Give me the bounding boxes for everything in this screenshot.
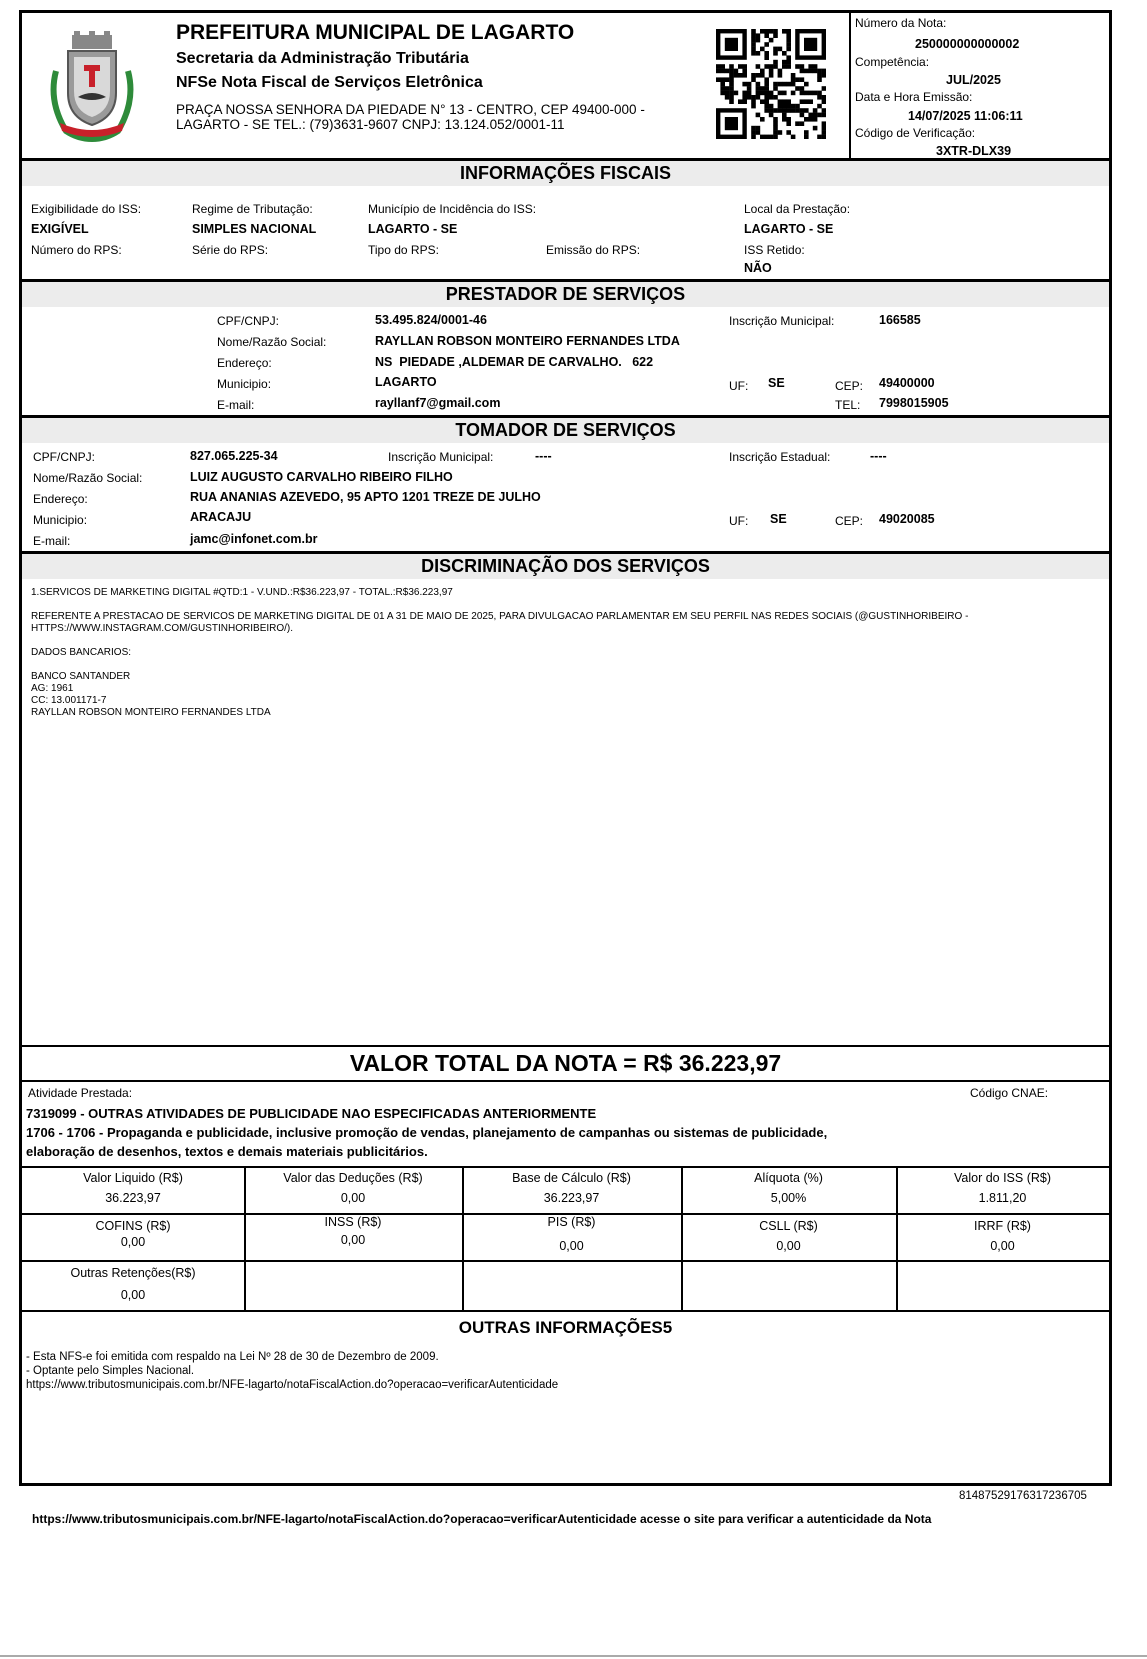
prefeitura-title: PREFEITURA MUNICIPAL DE LAGARTO [176, 21, 575, 44]
valores-cell-label: Base de Cálculo (R$) [512, 1171, 631, 1185]
prefeitura-address-line2: LAGARTO - SE TEL.: (79)3631-9607 CNPJ: 13.124.052/0001-11 [176, 117, 565, 132]
prestador-municipio-label: Municipio: [217, 377, 272, 391]
atividade-servico-line1: 1706 - 1706 - Propaganda e publicidade, inclusive promoção de vendas, planejamento de campanhas ou sistemas de publicidade, [26, 1125, 828, 1140]
divider [22, 1310, 1109, 1312]
valores-cell-value: 36.223,97 [543, 1191, 600, 1205]
rps-emissao-label: Emissão do RPS: [546, 243, 641, 257]
municipio-incidencia-value: LAGARTO - SE [368, 222, 458, 236]
valores-cell-label: PIS (R$) [547, 1215, 596, 1229]
valores-cell-value: 0,00 [120, 1288, 146, 1302]
outras-verificacao-url[interactable]: https://www.tributosmunicipais.com.br/NFE-lagarto/notaFiscalAction.do?operacao=verificarAutenticidade [26, 1379, 559, 1391]
regime-label: Regime de Tributação: [192, 202, 313, 216]
tomador-im-value: ---- [535, 449, 552, 463]
prestador-municipio-value: LAGARTO [375, 375, 437, 389]
local-prestacao-label: Local da Prestação: [744, 202, 851, 216]
footer-code: 81487529176317236705 [959, 1490, 1087, 1502]
valores-cell-label: INSS (R$) [324, 1215, 382, 1229]
valores-cell-value: 1.811,20 [978, 1191, 1027, 1205]
nfse-subtitle: NFSe Nota Fiscal de Serviços Eletrônica [176, 74, 483, 91]
tomador-uf-label: UF: [729, 514, 749, 528]
divider [22, 1080, 1109, 1082]
dados-bancarios-heading: DADOS BANCARIOS: [31, 647, 132, 658]
verificacao-value: 3XTR-DLX39 [936, 144, 1012, 158]
valores-cell-value: 0,00 [120, 1235, 146, 1249]
exigibilidade-label: Exigibilidade do ISS: [31, 202, 142, 216]
prestador-nome-value: RAYLLAN ROBSON MONTEIRO FERNANDES LTDA [375, 334, 680, 348]
tomador-municipio-value: ARACAJU [190, 510, 252, 524]
tomador-endereco-value: RUA ANANIAS AZEVEDO, 95 APTO 1201 TREZE DE JULHO [190, 490, 541, 504]
valores-cell-value: 0,00 [340, 1233, 366, 1247]
emissao-label: Data e Hora Emissão: [855, 90, 973, 104]
valores-cell-value: 0,00 [340, 1191, 366, 1205]
fiscal-heading: INFORMAÇÕES FISCAIS [22, 161, 1109, 186]
bottom-rule [0, 1655, 1147, 1657]
tomador-email-label: E-mail: [33, 534, 71, 548]
valores-cell-value: 0,00 [776, 1239, 801, 1253]
cnae-label: Código CNAE: [970, 1086, 1049, 1100]
tomador-cpf-value: 827.065.225-34 [190, 449, 278, 463]
banco-line: BANCO SANTANDER [31, 671, 131, 682]
prestador-cpf-label: CPF/CNPJ: [217, 314, 280, 328]
valores-cell-label: Valor das Deduções (R$) [283, 1171, 423, 1185]
prestador-nome-label: Nome/Razão Social: [217, 335, 327, 349]
valores-cell-label: Outras Retenções(R$) [70, 1266, 196, 1280]
prestador-heading: PRESTADOR DE SERVIÇOS [22, 282, 1109, 307]
secretaria-subtitle: Secretaria da Administração Tributária [176, 50, 469, 67]
valores-cell-label: Valor do ISS (R$) [953, 1171, 1052, 1185]
valores-cell-label: IRRF (R$) [974, 1219, 1031, 1233]
numero-nota-label: Número da Nota: [855, 16, 947, 30]
conta-line: CC: 13.001171-7 [31, 695, 107, 706]
tomador-uf-value: SE [770, 512, 787, 526]
valores-cell-value: 0,00 [559, 1239, 584, 1253]
exigibilidade-value: EXIGÍVEL [31, 222, 89, 236]
servico-description-line1: REFERENTE A PRESTACAO DE SERVICOS DE MARKETING DIGITAL DE 01 A 31 DE MAIO DE 2025, PARA DIVULGACAO PARLAMENTAR EM SEU PERFIL NAS REDES SOCIAIS (@GUSTINHORIBEIRO - [31, 611, 969, 622]
emissao-value: 14/07/2025 11:06:11 [908, 109, 1023, 123]
tomador-endereco-label: Endereço: [33, 492, 88, 506]
local-prestacao-value: LAGARTO - SE [744, 222, 834, 236]
valores-cell-value: 5,00% [770, 1191, 807, 1205]
prestador-im-label: Inscrição Municipal: [729, 314, 835, 328]
rps-numero-label: Número do RPS: [31, 243, 122, 257]
valores-cell-value: 36.223,97 [105, 1191, 161, 1205]
atividade-label: Atividade Prestada: [28, 1086, 133, 1100]
atividade-cnae-line: 7319099 - OUTRAS ATIVIDADES DE PUBLICIDADE NAO ESPECIFICADAS ANTERIORMENTE [26, 1106, 597, 1121]
tomador-cep-value: 49020085 [879, 512, 935, 526]
divider [22, 1045, 1109, 1047]
verification-qr-code [716, 29, 826, 139]
valores-column-divider [462, 1166, 464, 1310]
prestador-endereco-label: Endereço: [217, 356, 272, 370]
regime-value: SIMPLES NACIONAL [192, 222, 317, 236]
tomador-ie-label: Inscrição Estadual: [729, 450, 831, 464]
prestador-im-value: 166585 [879, 313, 921, 327]
prestador-uf-label: UF: [729, 379, 749, 393]
valores-column-divider [681, 1166, 683, 1310]
tomador-email-value: jamc@infonet.com.br [190, 532, 318, 546]
tomador-ie-value: ---- [870, 449, 887, 463]
valor-total-nota: VALOR TOTAL DA NOTA = R$ 36.223,97 [349, 1050, 782, 1076]
prestador-tel-label: TEL: [835, 398, 861, 412]
prestador-cep-label: CEP: [835, 379, 864, 393]
outras-informacoes-heading: OUTRAS INFORMAÇÕES5 [458, 1318, 673, 1337]
municipal-crest-logo [42, 31, 142, 143]
outras-lei-line: - Esta NFS-e foi emitida com respaldo na Lei Nº 28 de 30 de Dezembro de 2009. [26, 1351, 439, 1363]
tomador-cpf-label: CPF/CNPJ: [33, 450, 96, 464]
verificacao-label: Código de Verificação: [855, 126, 976, 140]
prestador-endereco-value: NS PIEDADE ,ALDEMAR DE CARVALHO. 622 [375, 355, 654, 369]
competencia-value: JUL/2025 [946, 73, 1001, 87]
valores-cell-label: CSLL (R$) [759, 1219, 818, 1233]
tomador-im-label: Inscrição Municipal: [388, 450, 494, 464]
prefeitura-address-line1: PRAÇA NOSSA SENHORA DA PIEDADE N° 13 - CENTRO, CEP 49400-000 - [176, 102, 645, 117]
prestador-email-value: rayllanf7@gmail.com [375, 396, 501, 410]
prestador-cep-value: 49400000 [879, 376, 935, 390]
agencia-line: AG: 1961 [31, 683, 74, 694]
prestador-cpf-value: 53.495.824/0001-46 [375, 313, 487, 327]
servico-item-line: 1.SERVICOS DE MARKETING DIGITAL #QTD:1 - V.UND.:R$36.223,97 - TOTAL.:R$36.223,97 [31, 587, 453, 598]
prestador-uf-value: SE [768, 376, 785, 390]
iss-retido-label: ISS Retido: [744, 243, 805, 257]
valores-row-divider [22, 1260, 1109, 1262]
valores-cell-label: Valor Liquido (R$) [83, 1171, 183, 1185]
tomador-heading: TOMADOR DE SERVIÇOS [22, 418, 1109, 443]
valores-cell-value: 0,00 [990, 1239, 1015, 1253]
divider [22, 1166, 1109, 1168]
servicos-heading: DISCRIMINAÇÃO DOS SERVIÇOS [22, 554, 1109, 579]
footer-verification-link[interactable]: https://www.tributosmunicipais.com.br/NFE-lagarto/notaFiscalAction.do?operacao=verificarAutenticidade acesse o site para verificar a autenticidade da Nota [32, 1512, 932, 1526]
rps-serie-label: Série do RPS: [192, 243, 269, 257]
tomador-nome-value: LUIZ AUGUSTO CARVALHO RIBEIRO FILHO [190, 470, 453, 484]
nfse-document [19, 10, 1112, 1486]
prestador-email-label: E-mail: [217, 398, 255, 412]
valores-column-divider [896, 1166, 898, 1310]
servico-description-line2: HTTPS://WWW.INSTAGRAM.COM/GUSTINHORIBEIRO/). [31, 623, 294, 634]
header-divider [849, 13, 851, 158]
prestador-tel-value: 7998015905 [879, 396, 949, 410]
outras-simples-line: - Optante pelo Simples Nacional. [26, 1365, 195, 1377]
competencia-label: Competência: [855, 55, 930, 69]
atividade-servico-line2: elaboração de desenhos, textos e demais materiais publicitários. [26, 1144, 428, 1159]
tomador-cep-label: CEP: [835, 514, 864, 528]
valores-cell-label: COFINS (R$) [95, 1219, 171, 1233]
numero-nota-value: 250000000000002 [915, 37, 1020, 51]
rps-tipo-label: Tipo do RPS: [368, 243, 439, 257]
tomador-municipio-label: Municipio: [33, 513, 88, 527]
iss-retido-value: NÃO [744, 261, 772, 275]
municipio-incidencia-label: Município de Incidência do ISS: [368, 202, 537, 216]
titular-line: RAYLLAN ROBSON MONTEIRO FERNANDES LTDA [31, 707, 271, 718]
valores-cell-label: Alíquota (%) [754, 1171, 823, 1185]
tomador-nome-label: Nome/Razão Social: [33, 471, 143, 485]
